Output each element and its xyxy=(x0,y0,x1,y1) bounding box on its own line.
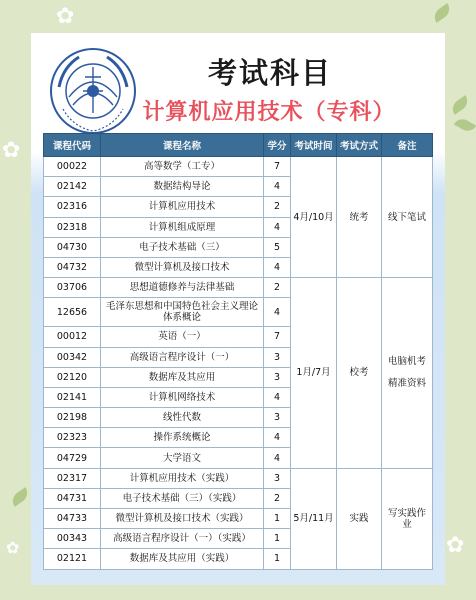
exam-time-cell: 1月/7月 xyxy=(291,278,337,469)
course-code-cell: 02142 xyxy=(44,177,101,197)
exam-method-cell: 校考 xyxy=(337,278,382,469)
course-card xyxy=(31,33,445,585)
credit-cell: 3 xyxy=(264,468,291,488)
column-header: 考试方式 xyxy=(337,134,382,157)
course-name-cell: 计算机应用技术 xyxy=(101,197,264,217)
course-code-cell: 00022 xyxy=(44,157,101,177)
course-code-cell: 00343 xyxy=(44,529,101,549)
table-row xyxy=(44,468,433,488)
column-header: 考试时间 xyxy=(291,134,337,157)
credit-cell: 7 xyxy=(264,327,291,347)
course-code-cell: 00342 xyxy=(44,347,101,367)
credit-cell: 3 xyxy=(264,367,291,387)
course-code-cell: 04733 xyxy=(44,509,101,529)
course-name-cell: 操作系统概论 xyxy=(101,428,264,448)
credit-cell: 4 xyxy=(264,428,291,448)
credit-cell: 2 xyxy=(264,488,291,508)
course-name-cell: 数据结构导论 xyxy=(101,177,264,197)
exam-time-cell: 5月/11月 xyxy=(291,468,337,569)
course-name-cell: 高级语言程序设计（一）（实践） xyxy=(101,529,264,549)
course-code-cell: 02323 xyxy=(44,428,101,448)
credit-cell: 3 xyxy=(264,347,291,367)
leaf-icon xyxy=(449,95,471,115)
course-name-cell: 高级语言程序设计（一） xyxy=(101,347,264,367)
note-cell: 线下笔试 xyxy=(382,157,433,278)
course-code-cell: 00012 xyxy=(44,327,101,347)
course-code-cell: 12656 xyxy=(44,298,101,327)
credit-cell: 3 xyxy=(264,408,291,428)
note-cell: 写实践作业 xyxy=(382,468,433,569)
course-name-cell: 线性代数 xyxy=(101,408,264,428)
credit-cell: 4 xyxy=(264,448,291,468)
course-name-cell: 数据库及其应用（实践） xyxy=(101,549,264,569)
course-name-cell: 微型计算机及接口技术（实践） xyxy=(101,509,264,529)
column-header: 课程代码 xyxy=(44,134,101,157)
course-code-cell: 04732 xyxy=(44,257,101,277)
course-code-cell: 02198 xyxy=(44,408,101,428)
credit-cell: 1 xyxy=(264,509,291,529)
course-code-cell: 04730 xyxy=(44,237,101,257)
credit-cell: 4 xyxy=(264,177,291,197)
credit-cell: 7 xyxy=(264,157,291,177)
table-header-row xyxy=(44,134,433,157)
course-table xyxy=(43,133,433,570)
table-row xyxy=(44,157,433,177)
flower-icon: ✿ xyxy=(2,138,21,163)
credit-cell: 4 xyxy=(264,387,291,407)
leaf-icon xyxy=(431,3,453,23)
course-name-cell: 电子技术基础（三）（实践） xyxy=(101,488,264,508)
table-row xyxy=(44,278,433,298)
course-code-cell: 02120 xyxy=(44,367,101,387)
flower-icon: ✿ xyxy=(56,4,75,29)
course-code-cell: 02316 xyxy=(44,197,101,217)
course-code-cell: 02141 xyxy=(44,387,101,407)
course-name-cell: 高等数学（工专） xyxy=(101,157,264,177)
column-header: 学分 xyxy=(264,134,291,157)
exam-time-cell: 4月/10月 xyxy=(291,157,337,278)
course-name-cell: 微型计算机及接口技术 xyxy=(101,257,264,277)
page-title: 考试科目 xyxy=(207,56,332,90)
leaf-icon xyxy=(454,116,476,135)
flower-icon: ✿ xyxy=(6,538,20,557)
credit-cell: 4 xyxy=(264,257,291,277)
credit-cell: 4 xyxy=(264,217,291,237)
exam-method-cell: 实践 xyxy=(337,468,382,569)
leaf-icon xyxy=(9,487,31,507)
course-code-cell: 03706 xyxy=(44,278,101,298)
course-name-cell: 计算机应用技术（实践） xyxy=(101,468,264,488)
course-code-cell: 02121 xyxy=(44,549,101,569)
course-name-cell: 计算机组成原理 xyxy=(101,217,264,237)
course-name-cell: 数据库及其应用 xyxy=(101,367,264,387)
course-name-cell: 英语（一） xyxy=(101,327,264,347)
course-code-cell: 02318 xyxy=(44,217,101,237)
credit-cell: 4 xyxy=(264,298,291,327)
course-name-cell: 思想道德修养与法律基础 xyxy=(101,278,264,298)
credit-cell: 2 xyxy=(264,197,291,217)
column-header: 课程名称 xyxy=(101,134,264,157)
course-name-cell: 电子技术基础（三） xyxy=(101,237,264,257)
credit-cell: 1 xyxy=(264,549,291,569)
course-name-cell: 计算机网络技术 xyxy=(101,387,264,407)
page-subtitle: 计算机应用技术（专科） xyxy=(142,100,396,125)
course-name-cell: 大学语文 xyxy=(101,448,264,468)
exam-method-cell: 统考 xyxy=(337,157,382,278)
flower-icon: ✿ xyxy=(446,533,465,558)
credit-cell: 5 xyxy=(264,237,291,257)
course-code-cell: 02317 xyxy=(44,468,101,488)
credit-cell: 1 xyxy=(264,529,291,549)
credit-cell: 2 xyxy=(264,278,291,298)
note-cell: 电脑机考 精准资料 xyxy=(382,278,433,469)
course-code-cell: 04731 xyxy=(44,488,101,508)
course-name-cell: 毛泽东思想和中国特色社会主义理论体系概论 xyxy=(101,298,264,327)
column-header: 备注 xyxy=(382,134,433,157)
course-code-cell: 04729 xyxy=(44,448,101,468)
